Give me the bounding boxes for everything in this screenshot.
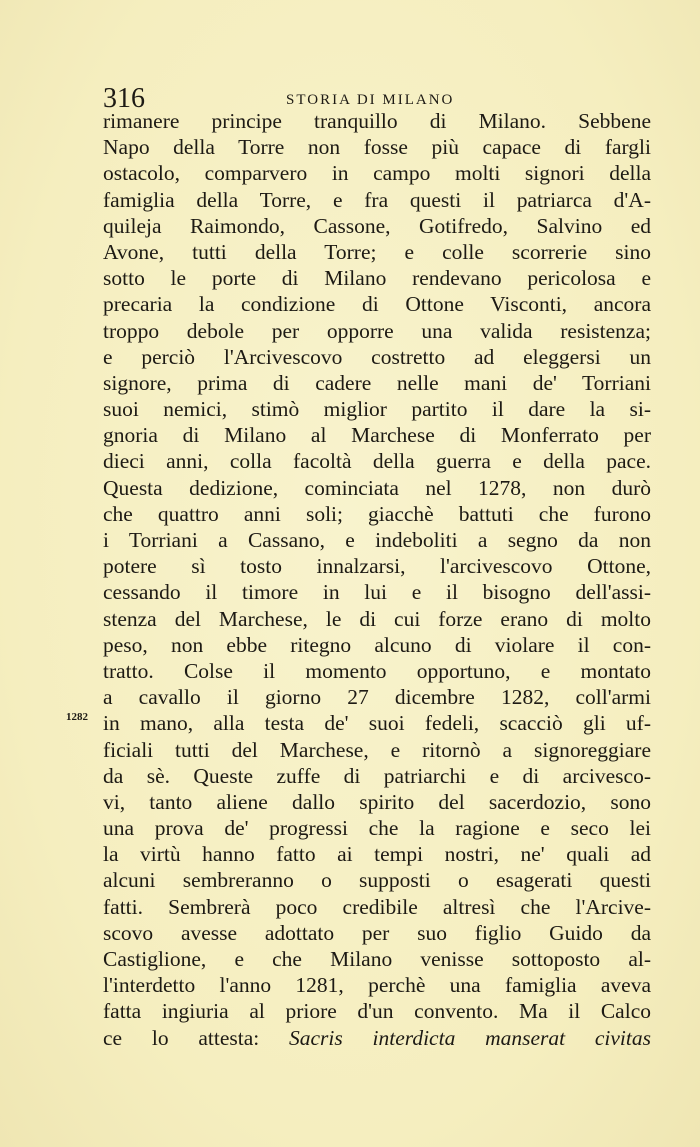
- text-line: ficiali tutti del Marchese, e ritornò a signoreggiare: [103, 737, 651, 762]
- page-number: 316: [103, 83, 145, 114]
- text-line: vi, tanto aliene dallo spirito del sacerdozio, sono: [103, 789, 651, 814]
- text-line: a cavallo il giorno 27 dicembre 1282, coll'armi: [103, 685, 651, 710]
- text-line: dieci anni, colla facoltà della guerra e della pace.: [103, 449, 651, 474]
- text-line: Castiglione, e che Milano venisse sottoposto al-: [103, 947, 651, 971]
- text-line: scovo avesse adottato per suo figlio Guido da: [103, 920, 651, 945]
- text-line: Napo della Torre non fosse più capace di fargli: [103, 135, 651, 160]
- text-line: fatti. Sembrerà poco credibile altresì che l'Arcive-: [103, 894, 651, 919]
- final-line-roman: ce lo attesta:: [103, 1025, 260, 1050]
- text-line: suoi nemici, stimò miglior partito il dare la si-: [103, 397, 651, 422]
- text-line: signore, prima di cadere nelle mani de' Torriani: [103, 370, 651, 395]
- text-line: stenza del Marchese, le di cui forze erano di molto: [103, 606, 651, 631]
- text-line: e perciò l'Arcivescovo costretto ad eleggersi un: [103, 344, 651, 369]
- body-text: [103, 108, 651, 1051]
- text-line: una prova de' progressi che la ragione e seco lei: [103, 816, 651, 841]
- text-line: precaria la condizione di Ottone Visconti, ancora: [103, 292, 651, 317]
- text-line: l'interdetto l'anno 1281, perchè una famiglia aveva: [103, 973, 651, 998]
- text-line: quileja Raimondo, Cassone, Gotifredo, Salvino ed: [103, 213, 651, 238]
- text-line: sotto le porte di Milano rendevano pericolosa e: [103, 266, 651, 291]
- latin-quotation: Sacris interdicta manserat civitas: [289, 1025, 651, 1050]
- text-line: fatta ingiuria al priore d'un convento. Ma il Calco: [103, 999, 651, 1024]
- text-line: da sè. Queste zuffe di patriarchi e di arcivesco-: [103, 763, 651, 788]
- running-title: STORIA DI MILANO: [286, 92, 455, 108]
- text-line: in mano, alla testa de' suoi fedeli, scacciò gli uf-: [103, 711, 651, 736]
- text-line: i Torriani a Cassano, e indeboliti a segno da non: [103, 528, 651, 552]
- text-line: peso, non ebbe ritegno alcuno di violare il con-: [103, 632, 651, 657]
- text-line: Avone, tutti della Torre; e colle scorrerie sino: [103, 239, 651, 264]
- text-line: Questa dedizione, cominciata nel 1278, non durò: [103, 475, 651, 500]
- text-line: ostacolo, comparvero in campo molti signori della: [103, 161, 651, 186]
- text-line: rimanere principe tranquillo di Milano. Sebbene: [103, 109, 651, 133]
- text-line: troppo debole per opporre una valida resistenza;: [103, 318, 651, 343]
- text-line: alcuni sembreranno o supposti o esagerati questi: [103, 868, 651, 893]
- text-line: cessando il timore in lui e il bisogno dell'assi-: [103, 580, 651, 605]
- text-line: che quattro anni soli; giacchè battuti che furono: [103, 501, 651, 526]
- text-line: gnoria di Milano al Marchese di Monferrato per: [103, 423, 651, 448]
- final-text-line: [103, 1025, 651, 1051]
- text-line: tratto. Colse il momento opportuno, e montato: [103, 658, 651, 683]
- text-line: la virtù hanno fatto ai tempi nostri, ne' quali ad: [103, 842, 651, 867]
- text-line: famiglia della Torre, e fra questi il patriarca d'A-: [103, 187, 651, 212]
- margin-year-note: 1282: [66, 711, 88, 723]
- text-line: potere sì tosto innalzarsi, l'arcivescovo Ottone,: [103, 554, 651, 579]
